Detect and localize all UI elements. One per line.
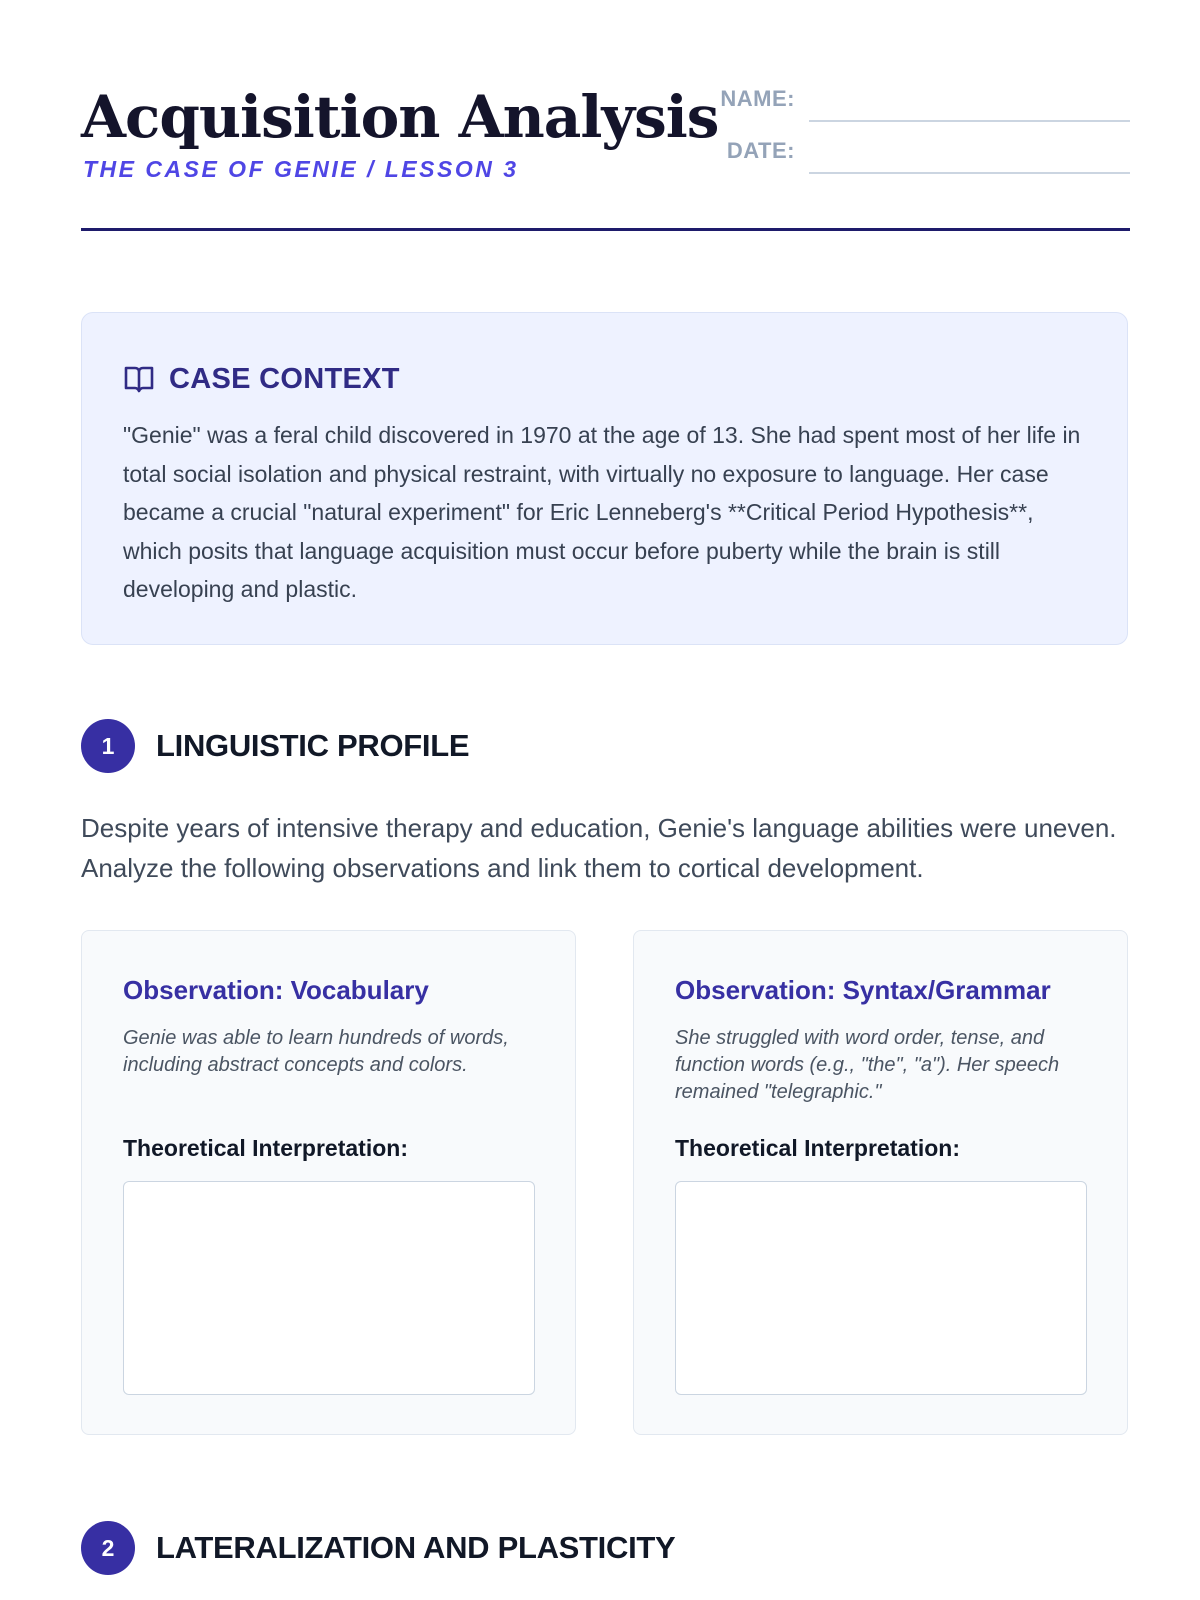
page-subtitle: THE CASE OF GENIE / LESSON 3 — [83, 156, 519, 182]
observation-title: Observation: Vocabulary — [123, 975, 429, 1005]
section-2-heading — [81, 1520, 675, 1576]
date-label: DATE: — [726, 138, 795, 163]
interpretation-answer-box[interactable] — [123, 1181, 535, 1395]
observation-card-vocabulary — [81, 930, 576, 1435]
interpretation-label: Theoretical Interpretation: — [675, 1135, 960, 1161]
case-context-title: CASE CONTEXT — [169, 362, 400, 395]
observation-description: She struggled with word order, tense, and function words (e.g., "the", "a"). Her speech remained "telegraphic." — [675, 1027, 1060, 1103]
name-field — [701, 82, 1130, 122]
observation-description: Genie was able to learn hundreds of words, including abstract concepts and colors. — [123, 1027, 509, 1076]
name-label: NAME: — [720, 86, 795, 111]
section-1-intro: Despite years of intensive therapy and education, Genie's language abilities were uneven. Analyze the following observations and link them to cortical development. — [81, 813, 1117, 883]
case-context-box — [81, 312, 1128, 645]
case-context-text: "Genie" was a feral child discovered in 1970 at the age of 13. She had spent most of her life in total social isolation and physical restraint, with virtually no exposure to language. Her case became a crucial "natural experiment" for Eric Lenneberg's **Critical Period Hypothesis**, which posits that language acquisition must occur before puberty while the brain is still developing and plastic. — [123, 422, 1081, 602]
name-input-line[interactable] — [809, 120, 1130, 122]
section-2-title: LATERALIZATION AND PLASTICITY — [156, 1530, 676, 1565]
section-1-badge: 1 — [81, 719, 135, 773]
interpretation-label: Theoretical Interpretation: — [123, 1135, 408, 1161]
page-title: Acquisition Analysis — [81, 83, 719, 151]
date-input-line[interactable] — [809, 172, 1130, 174]
date-field — [701, 134, 1130, 174]
section-1-title: LINGUISTIC PROFILE — [156, 728, 470, 763]
worksheet-header — [81, 82, 1130, 232]
observation-title: Observation: Syntax/Grammar — [675, 975, 1051, 1005]
case-context-heading — [123, 359, 400, 399]
book-open-icon — [123, 364, 155, 394]
section-2-badge: 2 — [81, 1521, 135, 1575]
worksheet-page — [81, 0, 1130, 1600]
interpretation-answer-box[interactable] — [675, 1181, 1087, 1395]
observation-card-syntax — [633, 930, 1128, 1435]
header-divider — [81, 228, 1130, 231]
section-1-heading — [81, 718, 469, 774]
